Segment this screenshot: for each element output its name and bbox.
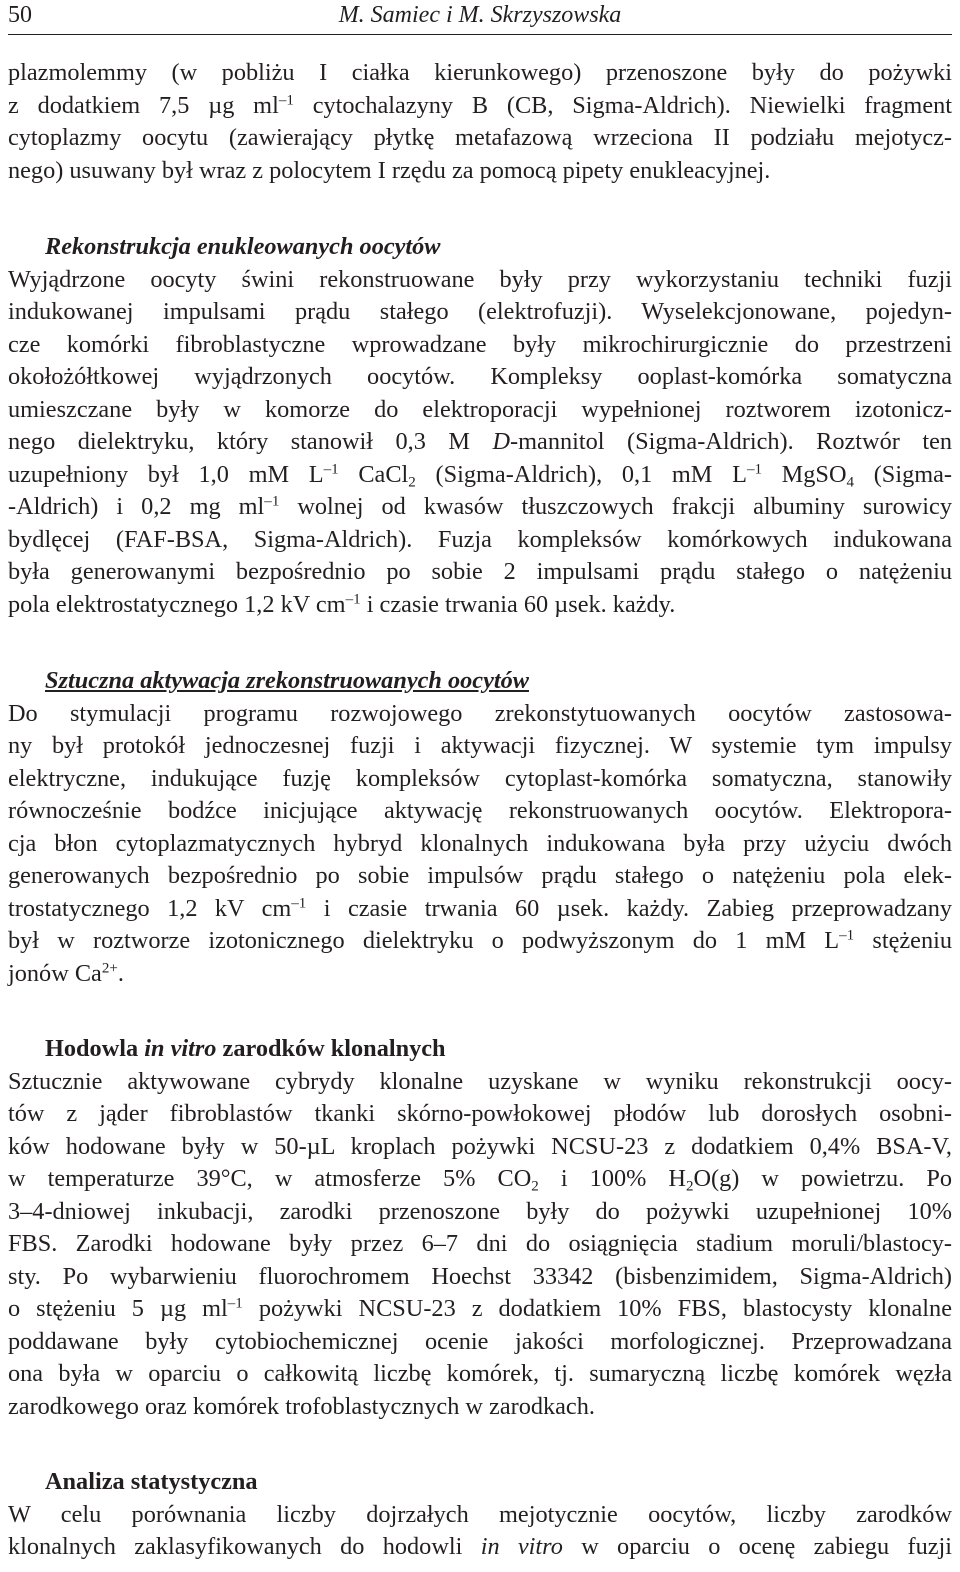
text-line: klonalnych zaklasyfikowanych do hodowli in vitro w oparciu o ocenę zabiegu fuzji: [8, 1533, 953, 1560]
text-line: sty. Po wybarwieniu fluorochromem Hoechst 33342 (bisbenzimidem, Sigma-Aldrich): [8, 1262, 952, 1290]
section-hodowla: [8, 1033, 952, 1423]
text-line: Sztucznie aktywowane cybrydy klonalne uzyskane w wyniku rekonstrukcji oocy-: [8, 1067, 952, 1095]
text-line: nego dielektryku, który stanowił 0,3 M D-mannitol (Sigma-Aldrich). Roztwór ten: [8, 428, 953, 455]
text-line: tów z jąder fibroblastów tkanki skórno-powłokowej płodów lub dorosłych osobni-: [8, 1100, 952, 1127]
text-line: Do stymulacji programu rozwojowego zrekonstytuowanych oocytów zastosowa-: [8, 699, 952, 727]
text-line: elektryczne, indukujące fuzję kompleksów cytoplast-komórka somatyczna, stanowiły: [8, 764, 952, 792]
text-line: W celu porównania liczby dojrzałych mejotycznie oocytów, liczby zarodków: [8, 1500, 952, 1528]
text-line: o stężeniu 5 µg $ml^{-1}$ pożywki NCSU-23 z dodatkiem 10% FBS, blastocysty klonalne: [8, 1295, 952, 1322]
text-line: był w roztworze izotonicznego dielektryku o podwyższonym do 1 mM $L^{-1}$ stężeniu: [8, 927, 952, 954]
text-line: pola elektrostatycznego 1,2 kV $cm^{-1}$ i czasie trwania 60 µsek. każdy.: [8, 590, 676, 618]
text-line: generowanych bezpośrednio po sobie impulsów prądu stałego o natężeniu pola elek-: [8, 862, 952, 889]
text-line: w temperaturze 39°C, w atmosferze 5% $CO_2$ i 100% $H_2O(g)$ w powietrzu. Po: [8, 1165, 952, 1195]
text-line: indukowanej impulsami prądu stałego (elektrofuzji). Wyselekcjonowane, pojedyn-: [8, 298, 952, 325]
text-line: okołożółtkowej wyjądrzonych oocytów. Kompleksy ooplast-komórka somatyczna: [8, 363, 952, 390]
text-line: poddawane były cytobiochemicznej ocenie jakości morfologicznej. Przeprowadzana: [8, 1327, 952, 1355]
running-head: [8, 0, 952, 35]
section-heading: Sztuczna aktywacja zrekonstruowanych oocytów: [45, 667, 529, 694]
text-line: ny był protokół jednoczesnej fuzji i aktywacji fizycznej. W systemie tym impulsy: [8, 732, 952, 759]
intro-paragraph: [8, 57, 952, 187]
text-line: ona była w oparciu o całkowitą liczbę komórek, tj. sumaryczną liczbę komórek węzła: [8, 1360, 952, 1387]
text-line: z dodatkiem 7,5 µg $ml^{-1}$ cytochalazyny B (CB, Sigma-Aldrich). Niewielki fragment: [8, 91, 953, 119]
section-heading: Hodowla in vitro zarodków klonalnych: [45, 1035, 446, 1062]
section-heading: Rekonstrukcja enukleowanych oocytów: [45, 233, 441, 260]
text-line: cja błon cytoplazmatycznych hybryd klonalnych indukowana była przy użyciu dwóch: [8, 829, 952, 857]
text-line: -Aldrich) i 0,2 mg $ml^{-1}$ wolnej od kwasów tłuszczowych frakcji albuminy surowicy: [8, 493, 952, 520]
section-analiza: [8, 1466, 952, 1564]
running-title: M. Samiec i M. Skrzyszowska: [338, 2, 622, 28]
text-line: ków hodowane były w 50-µL kroplach pożywki NCSU-23 z dodatkiem 0,4% BSA-V,: [8, 1132, 952, 1160]
text-line: 3–4-dniowej inkubacji, zarodki przenoszone były do pożywki uzupełnionej 10%: [8, 1197, 952, 1225]
text-line: uzupełniony był 1,0 mM $L^{-1}$ CaCl$_2$ (Sigma-Aldrich), 0,1 mM $L^{-1}$ MgSO$_4$ (Sigma-: [8, 460, 952, 491]
text-line: była generowanymi bezpośrednio po sobie 2 impulsami prądu stałego o natężeniu: [8, 558, 952, 585]
text-line: nego) usuwany był wraz z polocytem I rzędu za pomocą pipety enukleacyjnej.: [8, 156, 771, 184]
page-number: 50: [8, 2, 32, 28]
text-line: cytoplazmy oocytu (zawierający płytkę metafazową wrzeciona II podziału mejotycz-: [8, 124, 952, 151]
text-line: bydlęcej (FAF-BSA, Sigma-Aldrich). Fuzja kompleksów komórkowych indukowana: [8, 525, 952, 553]
section-heading: Analiza statystyczna: [45, 1468, 258, 1495]
text-line: cze komórki fibroblastyczne wprowadzane były mikrochirurgicznie do przestrzeni: [8, 330, 952, 358]
text-line: FBS. Zarodki hodowane były przez 6–7 dni do osiągnięcia stadium moruli/blastocy-: [8, 1230, 952, 1257]
section-aktywacja: [8, 665, 952, 990]
text-line: trostatycznego 1,2 kV $cm^{-1}$ i czasie trwania 60 µsek. każdy. Zabieg przeprowadzany: [8, 894, 952, 922]
text-line: umieszczane były w komorze do elektroporacji wypełnionej roztworem izotonicz-: [8, 395, 952, 423]
text-line: zarodkowego oraz komórek trofoblastycznych w zarodkach.: [8, 1392, 595, 1420]
text-line: równocześnie bodźce inicjujące aktywację rekonstruowanych oocytów. Elektropora-: [8, 797, 952, 824]
section-rekonstrukcja: [8, 231, 952, 621]
text-line: jonów $Ca^{2+}$.: [8, 959, 124, 987]
text-line: plazmolemmy (w pobliżu I ciałka kierunkowego) przenoszone były do pożywki: [8, 59, 952, 86]
text-line: Wyjądrzone oocyty świni rekonstruowane były przy wykorzystaniu techniki fuzji: [8, 265, 952, 293]
